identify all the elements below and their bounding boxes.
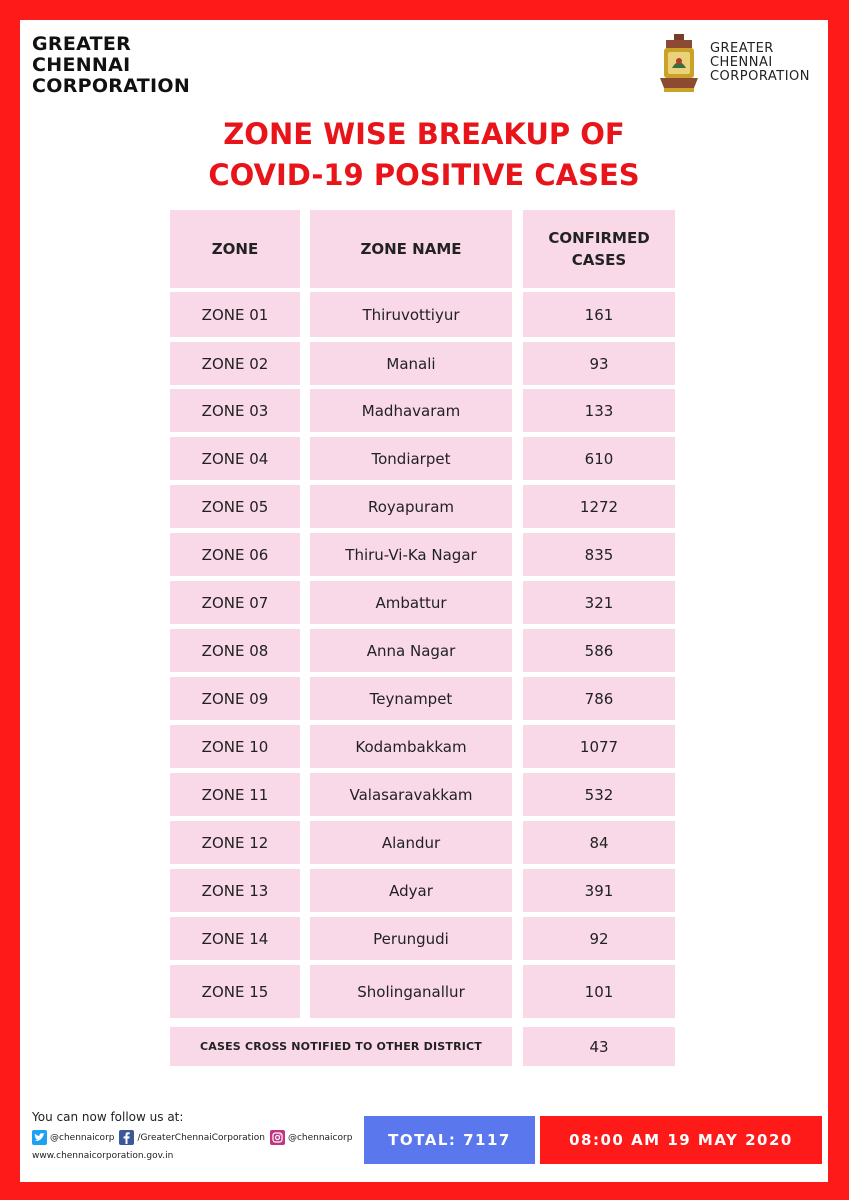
zone-cell: ZONE 13	[170, 869, 300, 912]
instagram-handle: @chennaicorp	[287, 1132, 353, 1143]
facebook-handle: /GreaterChennaiCorporation	[137, 1132, 265, 1143]
org-name-line: GREATER	[709, 41, 774, 56]
zone-name-cell: Alandur	[310, 821, 512, 864]
zone-name-cell: Teynampet	[310, 677, 512, 720]
twitter-icon	[32, 1130, 47, 1145]
zone-cell: ZONE 08	[170, 629, 300, 672]
org-name-line: GREATER	[32, 33, 132, 55]
cases-cell: 1272	[523, 485, 675, 528]
poster	[20, 20, 828, 1182]
org-name-line: CORPORATION	[709, 69, 810, 84]
cases-cell: 391	[523, 869, 675, 912]
cases-cell: 1077	[523, 725, 675, 768]
zone-name-cell: Anna Nagar	[310, 629, 512, 672]
zone-name-cell: Perungudi	[310, 917, 512, 960]
org-name-line: CHENNAI	[32, 54, 131, 76]
cases-cell: 532	[523, 773, 675, 816]
zone-name-cell: Valasaravakkam	[310, 773, 512, 816]
instagram-icon	[270, 1130, 285, 1145]
zone-name-cell: Kodambakkam	[310, 725, 512, 768]
zone-cell: ZONE 09	[170, 677, 300, 720]
org-name-right	[710, 42, 810, 84]
social-links	[32, 1130, 362, 1145]
zone-cell: ZONE 12	[170, 821, 300, 864]
header-confirmed-cases: CONFIRMED CASES	[523, 210, 675, 288]
zone-name-cell: Thiru-Vi-Ka Nagar	[310, 533, 512, 576]
cases-cell: 92	[523, 917, 675, 960]
cases-cell: 101	[523, 965, 675, 1018]
twitter-link[interactable]	[32, 1130, 114, 1145]
zone-cell: ZONE 15	[170, 965, 300, 1018]
zone-name-cell: Sholinganallur	[310, 965, 512, 1018]
zone-name-cell: Adyar	[310, 869, 512, 912]
social-footer	[32, 1110, 362, 1161]
page-title	[20, 114, 828, 196]
facebook-icon	[119, 1130, 134, 1145]
title-line: ZONE WISE BREAKUP OF	[223, 117, 625, 151]
zone-cell: ZONE 10	[170, 725, 300, 768]
zone-name-cell: Tondiarpet	[310, 437, 512, 480]
total-badge: TOTAL: 7117	[364, 1116, 535, 1164]
zone-name-cell: Thiruvottiyur	[310, 292, 512, 337]
zone-name-cell: Ambattur	[310, 581, 512, 624]
zone-name-cell: Madhavaram	[310, 389, 512, 432]
facebook-link[interactable]	[119, 1130, 264, 1145]
emblem-icon	[654, 32, 704, 94]
cases-cell: 586	[523, 629, 675, 672]
cases-cell: 133	[523, 389, 675, 432]
org-name-line: CHENNAI	[709, 55, 773, 70]
zone-cell: ZONE 01	[170, 292, 300, 337]
cases-cell: 610	[523, 437, 675, 480]
zone-cell: ZONE 02	[170, 342, 300, 385]
zone-cell: ZONE 04	[170, 437, 300, 480]
header-zone-name: ZONE NAME	[310, 210, 512, 288]
zone-cell: ZONE 03	[170, 389, 300, 432]
cases-cell: 93	[523, 342, 675, 385]
cases-cell: 84	[523, 821, 675, 864]
cross-notified-cases: 43	[523, 1027, 675, 1066]
org-name-left	[32, 34, 190, 97]
cases-cell: 786	[523, 677, 675, 720]
cases-cell: 835	[523, 533, 675, 576]
zone-cell: ZONE 11	[170, 773, 300, 816]
zone-cell: ZONE 07	[170, 581, 300, 624]
follow-label: You can now follow us at:	[32, 1110, 184, 1124]
website-link[interactable]: www.chennaicorporation.gov.in	[32, 1151, 174, 1161]
org-name-line: CORPORATION	[32, 75, 191, 97]
zone-cell: ZONE 06	[170, 533, 300, 576]
zone-cell: ZONE 05	[170, 485, 300, 528]
zone-name-cell: Manali	[310, 342, 512, 385]
timestamp-badge: 08:00 AM 19 MAY 2020	[540, 1116, 822, 1164]
cases-cell: 321	[523, 581, 675, 624]
instagram-link[interactable]	[270, 1130, 352, 1145]
zone-cell: ZONE 14	[170, 917, 300, 960]
title-line: COVID-19 POSITIVE CASES	[208, 158, 640, 192]
org-logo-block	[654, 32, 810, 94]
cross-notified-label: CASES CROSS NOTIFIED TO OTHER DISTRICT	[170, 1027, 512, 1066]
twitter-handle: @chennaicorp	[50, 1132, 115, 1143]
cases-cell: 161	[523, 292, 675, 337]
header-zone: ZONE	[170, 210, 300, 288]
zone-name-cell: Royapuram	[310, 485, 512, 528]
